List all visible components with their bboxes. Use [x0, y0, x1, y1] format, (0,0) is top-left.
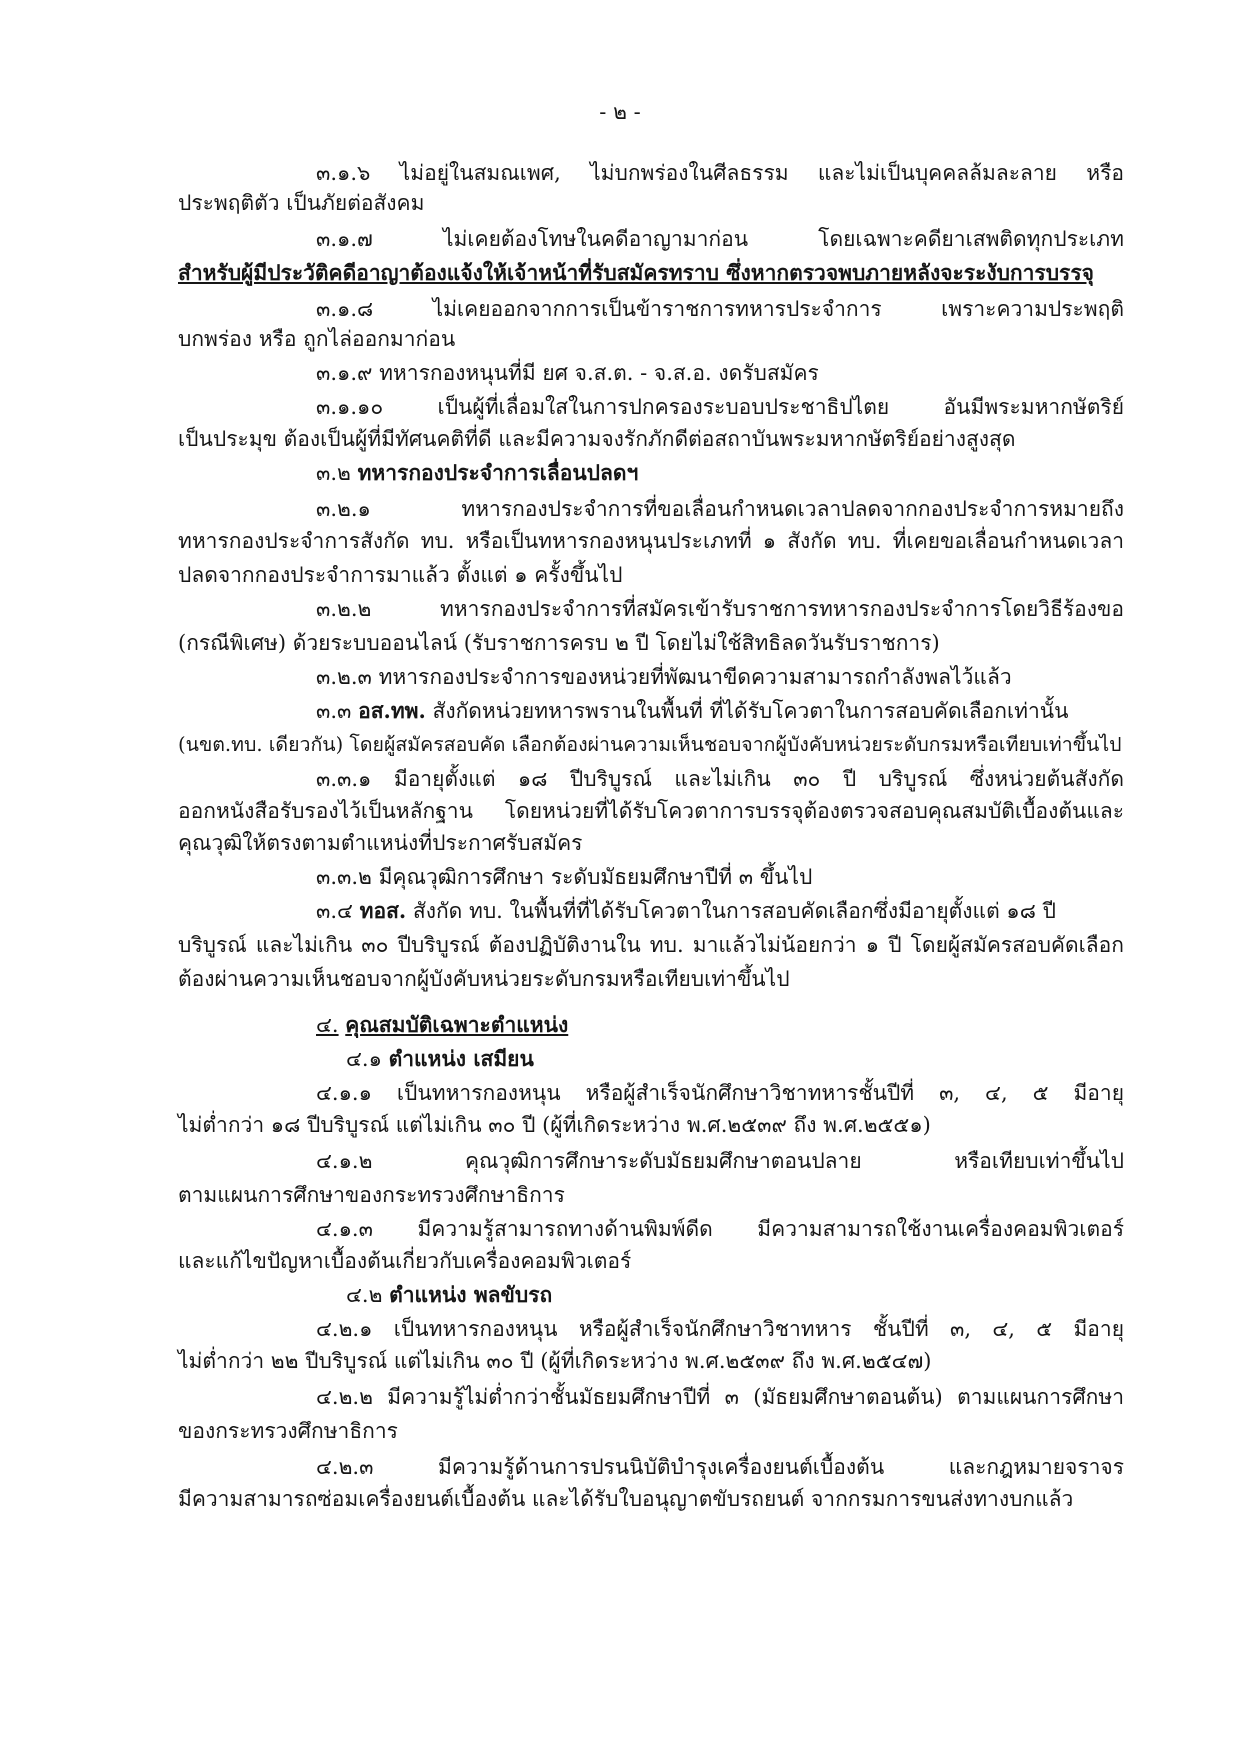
item-3-2-1-line2: ทหารกองประจำการสังกัด ทบ. หรือเป็นทหารกองหนุนประเภทที่ ๑ สังกัด ทบ. ที่เคยขอเลื่อนกำหนดเวลา — [178, 529, 1124, 553]
item-3-1-6-line2: ประพฤติตัว เป็นภัยต่อสังคม — [178, 191, 425, 215]
item-4-1-3-line1: ๔.๑.๓ มีความรู้สามารถทางด้านพิมพ์ดีด มีความสามารถใช้งานเครื่องคอมพิวเตอร์ — [316, 1217, 1124, 1241]
section-3-2-heading — [316, 458, 1240, 488]
section-text: สังกัด ทบ. ในพื้นที่ที่ได้รับโควตาในการสอบคัดเลือกซึ่งมีอายุตั้งแต่ ๑๘ ปี — [406, 899, 1056, 923]
item-4-2-1-line2: ไม่ต่ำกว่า ๒๒ ปีบริบูรณ์ แต่ไม่เกิน ๓๐ ปี (ผู้ที่เกิดระหว่าง พ.ศ.๒๕๓๙ ถึง พ.ศ.๒๕๔๗) — [178, 1349, 932, 1373]
item-4-1-2-line2: ตามแผนการศึกษาของกระทรวงศึกษาธิการ — [178, 1183, 565, 1207]
item-4-1-1-line1: ๔.๑.๑ เป็นทหารกองหนุน หรือผู้สำเร็จนักศึกษาวิชาทหารชั้นปีที่ ๓, ๔, ๕ มีอายุ — [316, 1081, 1124, 1105]
section-number: ๔. — [316, 1013, 339, 1037]
item-4-2-2-line1: ๔.๒.๒ มีความรู้ไม่ต่ำกว่าชั้นมัธยมศึกษาปีที่ ๓ (มัธยมศึกษาตอนต้น) ตามแผนการศึกษา — [316, 1385, 1124, 1409]
item-3-3-1-line1: ๓.๓.๑ มีอายุตั้งแต่ ๑๘ ปีบริบูรณ์ และไม่เกิน ๓๐ ปี บริบูรณ์ ซึ่งหน่วยต้นสังกัด — [316, 767, 1124, 791]
item-3-3-1-line3: คุณวุฒิให้ตรงตามตำแหน่งที่ประกาศรับสมัคร — [178, 831, 583, 855]
item-4-1-1-line2: ไม่ต่ำกว่า ๑๘ ปีบริบูรณ์ แต่ไม่เกิน ๓๐ ปี (ผู้ที่เกิดระหว่าง พ.ศ.๒๕๓๙ ถึง พ.ศ.๒๕๕๑) — [178, 1113, 931, 1137]
item-3-2-3: ๓.๒.๓ ทหารกองประจำการของหน่วยที่พัฒนาขีดความสามารถกำลังพลไว้แล้ว — [316, 665, 1012, 689]
item-4-1-3-line2: และแก้ไขปัญหาเบื้องต้นเกี่ยวกับเครื่องคอมพิวเตอร์ — [178, 1249, 632, 1273]
item-3-1-7-line2: สำหรับผู้มีประวัติคดีอาญาต้องแจ้งให้เจ้าหน้าที่รับสมัครทราบ ซึ่งหากตรวจพบภายหลังจะระงับการบรรจุ — [178, 260, 1094, 285]
section-title: ทอส. — [359, 898, 407, 923]
item-4-1-2-line1: ๔.๑.๒ คุณวุฒิการศึกษาระดับมัธยมศึกษาตอนปลาย หรือเทียบเท่าขึ้นไป — [316, 1149, 1124, 1173]
section-3-3-line2: (นขต.ทบ. เดียวกัน) โดยผู้สมัครสอบคัด เลือกต้องผ่านความเห็นชอบจากผู้บังคับหน่วยระดับกรมหรือเทียบเท่าขึ้นไป — [178, 733, 1122, 756]
section-title: คุณสมบัติเฉพาะตำแหน่ง — [345, 1012, 569, 1037]
section-title: อส.ทพ. — [358, 698, 426, 723]
item-3-1-8-line2: บกพร่อง หรือ ถูกไล่ออกมาก่อน — [178, 327, 456, 351]
section-number: ๔.๑ — [346, 1047, 382, 1071]
section-4-1-heading — [346, 1044, 1240, 1074]
section-title: ทหารกองประจำการเลื่อนปลดฯ — [357, 460, 639, 485]
item-4-2-3-line2: มีความสามารถซ่อมเครื่องยนต์เบื้องต้น และได้รับใบอนุญาตขับรถยนต์ จากกรมการขนส่งทางบกแล้ว — [178, 1487, 1074, 1511]
section-number: ๓.๒ — [316, 461, 351, 485]
section-title: ตำแหน่ง เสมียน — [388, 1046, 534, 1071]
item-4-2-3-line1: ๔.๒.๓ มีความรู้ด้านการปรนนิบัติบำรุงเครื่องยนต์เบื้องต้น และกฎหมายจราจร — [316, 1455, 1124, 1479]
section-4-heading — [316, 1010, 1240, 1040]
section-title: ตำแหน่ง พลขับรถ — [389, 1282, 553, 1307]
section-number: ๔.๒ — [346, 1283, 383, 1307]
item-3-2-2-line2: (กรณีพิเศษ) ด้วยระบบออนไลน์ (รับราชการครบ ๒ ปี โดยไม่ใช้สิทธิลดวันรับราชการ) — [178, 631, 940, 655]
section-3-3-line1 — [316, 696, 1240, 726]
item-3-1-6-line1: ๓.๑.๖ ไม่อยู่ในสมณเพศ, ไม่บกพร่องในศีลธรรม และไม่เป็นบุคคลล้มละลาย หรือ — [316, 161, 1124, 185]
section-4-2-heading — [346, 1280, 1240, 1310]
item-3-3-2: ๓.๓.๒ มีคุณวุฒิการศึกษา ระดับมัธยมศึกษาปีที่ ๓ ขึ้นไป — [316, 865, 813, 889]
item-3-1-7-line1: ๓.๑.๗ ไม่เคยต้องโทษในคดีอาญามาก่อน โดยเฉพาะคดียาเสพติดทุกประเภท — [316, 227, 1124, 251]
page-number: - ๒ - — [599, 100, 641, 124]
section-3-4-line3: ต้องผ่านความเห็นชอบจากผู้บังคับหน่วยระดับกรมหรือเทียบเท่าขึ้นไป — [178, 967, 790, 991]
section-number: ๓.๔ — [316, 899, 353, 923]
item-3-1-10-line2: เป็นประมุข ต้องเป็นผู้ที่มีทัศนคติที่ดี และมีความจงรักภักดีต่อสถาบันพระมหากษัตริย์อย่างสูงสุด — [178, 427, 1016, 451]
item-3-2-2-line1: ๓.๒.๒ ทหารกองประจำการที่สมัครเข้ารับราชการทหารกองประจำการโดยวิธีร้องขอ — [316, 597, 1124, 621]
item-3-1-9: ๓.๑.๙ ทหารกองหนุนที่มี ยศ จ.ส.ต. - จ.ส.อ. งดรับสมัคร — [316, 361, 819, 385]
section-number: ๓.๓ — [316, 699, 352, 723]
section-text: สังกัดหน่วยทหารพรานในพื้นที่ ที่ได้รับโควตาในการสอบคัดเลือกเท่านั้น — [425, 699, 1069, 723]
item-3-1-10-line1: ๓.๑.๑๐ เป็นผู้ที่เลื่อมใสในการปกครองระบอบประชาธิปไตย อันมีพระมหากษัตริย์ — [316, 395, 1124, 419]
item-4-2-2-line2: ของกระทรวงศึกษาธิการ — [178, 1419, 398, 1443]
item-3-2-1-line3: ปลดจากกองประจำการมาแล้ว ตั้งแต่ ๑ ครั้งขึ้นไป — [178, 563, 623, 587]
item-3-1-8-line1: ๓.๑.๘ ไม่เคยออกจากการเป็นข้าราชการทหารประจำการ เพราะความประพฤติ — [316, 297, 1124, 321]
section-3-4-line1 — [316, 896, 1240, 926]
item-3-2-1-line1: ๓.๒.๑ ทหารกองประจำการที่ขอเลื่อนกำหนดเวลาปลดจากกองประจำการหมายถึง — [316, 497, 1124, 521]
item-4-2-1-line1: ๔.๒.๑ เป็นทหารกองหนุน หรือผู้สำเร็จนักศึกษาวิชาทหาร ชั้นปีที่ ๓, ๔, ๕ มีอายุ — [316, 1317, 1124, 1341]
item-3-3-1-line2: ออกหนังสือรับรองไว้เป็นหลักฐาน โดยหน่วยที่ได้รับโควตาการบรรจุต้องตรวจสอบคุณสมบัติเบื้องต้นและ — [178, 799, 1124, 823]
section-3-4-line2: บริบูรณ์ และไม่เกิน ๓๐ ปีบริบูรณ์ ต้องปฏิบัติงานใน ทบ. มาแล้วไม่น้อยกว่า ๑ ปี โดยผู้สมัครสอบคัดเลือก — [178, 933, 1124, 957]
